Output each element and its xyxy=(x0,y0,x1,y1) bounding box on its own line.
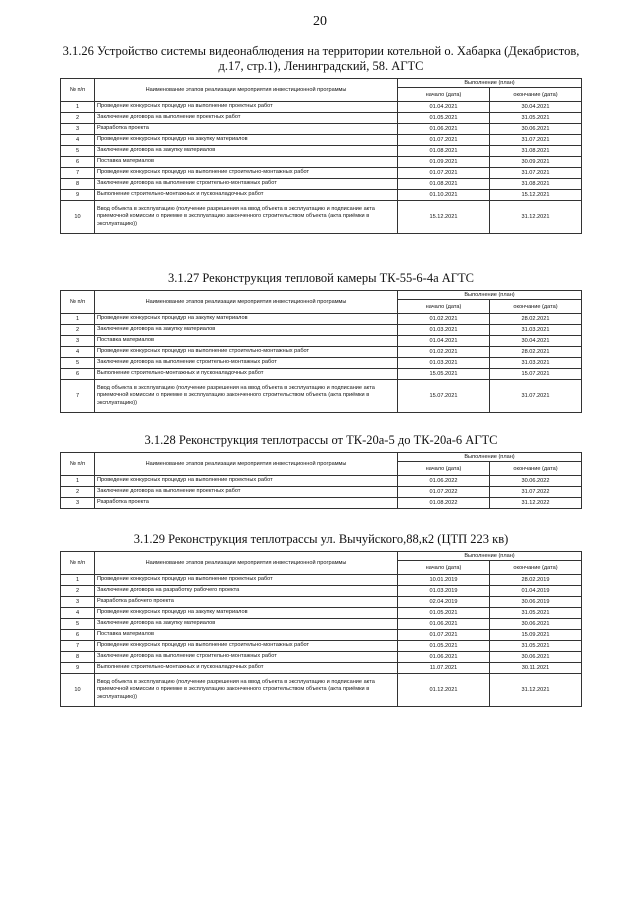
start-date: 11.07.2021 xyxy=(398,663,490,674)
row-number: 3 xyxy=(61,336,95,347)
end-date: 31.12.2021 xyxy=(490,201,582,234)
end-date: 30.09.2021 xyxy=(490,157,582,168)
stage-name: Проведение конкурсных процедур на выполнение проектных работ xyxy=(95,476,398,487)
stage-name: Заключение договора на выполнение строительно-монтажных работ xyxy=(95,358,398,369)
row-number: 2 xyxy=(61,113,95,124)
header-end: окончание (дата) xyxy=(490,300,582,314)
table-row xyxy=(61,369,582,380)
section-3-1-28 xyxy=(60,433,582,509)
stage-name: Выполнение строительно-монтажных и пусконаладочных работ xyxy=(95,369,398,380)
table-row xyxy=(61,630,582,641)
end-date: 15.09.2021 xyxy=(490,630,582,641)
stage-name: Разработка рабочего проекта xyxy=(95,597,398,608)
row-number: 5 xyxy=(61,619,95,630)
row-number: 7 xyxy=(61,380,95,413)
stage-name: Проведение конкурсных процедур на закупку материалов xyxy=(95,314,398,325)
start-date: 01.09.2021 xyxy=(398,157,490,168)
header-stages: Наименование этапов реализации мероприятия инвестиционной программы xyxy=(95,79,398,102)
start-date: 01.12.2021 xyxy=(398,674,490,707)
end-date: 15.07.2021 xyxy=(490,369,582,380)
end-date: 30.06.2021 xyxy=(490,652,582,663)
header-end: окончание (дата) xyxy=(490,561,582,575)
table-row xyxy=(61,358,582,369)
table-row xyxy=(61,498,582,509)
row-number: 7 xyxy=(61,168,95,179)
header-num: № п/п xyxy=(61,552,95,575)
section-title: 3.1.27 Реконструкция тепловой камеры ТК-55-6-4а АГТС xyxy=(167,271,474,285)
row-number: 2 xyxy=(61,586,95,597)
end-date: 31.12.2022 xyxy=(490,498,582,509)
table-row xyxy=(61,336,582,347)
end-date: 30.06.2022 xyxy=(490,476,582,487)
start-date: 01.06.2021 xyxy=(398,652,490,663)
row-number: 8 xyxy=(61,652,95,663)
section-3-1-29 xyxy=(60,532,582,707)
stage-name: Заключение договора на закупку материалов xyxy=(95,619,398,630)
start-date: 01.05.2021 xyxy=(398,608,490,619)
header-execution: Выполнение (план) xyxy=(398,291,582,300)
stage-name: Разработка проекта xyxy=(95,498,398,509)
row-number: 5 xyxy=(61,146,95,157)
table-row xyxy=(61,201,582,234)
stage-name: Ввод объекта в эксплуатацию (получение разрешения на ввод объекта в эксплуатацию и подписание акта приемочной комиссии о приемке в эксплуатацию законченного строительством объекта (акта приёмки в эксплуатацию)) xyxy=(95,201,398,234)
start-date: 01.05.2021 xyxy=(398,113,490,124)
start-date: 01.07.2022 xyxy=(398,487,490,498)
start-date: 01.06.2021 xyxy=(398,619,490,630)
end-date: 31.07.2021 xyxy=(490,168,582,179)
table-row xyxy=(61,608,582,619)
table-row xyxy=(61,674,582,707)
end-date: 31.03.2021 xyxy=(490,358,582,369)
table-row xyxy=(61,190,582,201)
stage-name: Заключение договора на закупку материалов xyxy=(95,146,398,157)
row-number: 6 xyxy=(61,157,95,168)
row-number: 1 xyxy=(61,476,95,487)
header-row xyxy=(61,291,582,300)
row-number: 10 xyxy=(61,201,95,234)
schedule-table xyxy=(60,78,582,234)
end-date: 01.04.2019 xyxy=(490,586,582,597)
stage-name: Выполнение строительно-монтажных и пусконаладочных работ xyxy=(95,663,398,674)
end-date: 28.02.2021 xyxy=(490,314,582,325)
header-stages: Наименование этапов реализации мероприятия инвестиционной программы xyxy=(95,453,398,476)
stage-name: Проведение конкурсных процедур на закупку материалов xyxy=(95,608,398,619)
row-number: 4 xyxy=(61,135,95,146)
header-start: начало (дата) xyxy=(398,462,490,476)
row-number: 2 xyxy=(61,487,95,498)
start-date: 15.07.2021 xyxy=(398,380,490,413)
page-number: 20 xyxy=(313,14,327,29)
end-date: 31.07.2021 xyxy=(490,135,582,146)
start-date: 10.01.2019 xyxy=(398,575,490,586)
stage-name: Проведение конкурсных процедур на выполнение проектных работ xyxy=(95,575,398,586)
row-number: 1 xyxy=(61,314,95,325)
end-date: 28.02.2021 xyxy=(490,347,582,358)
start-date: 01.07.2021 xyxy=(398,630,490,641)
header-execution: Выполнение (план) xyxy=(398,79,582,88)
stage-name: Заключение договора на разработку рабочего проекта xyxy=(95,586,398,597)
table-row xyxy=(61,113,582,124)
start-date: 01.03.2021 xyxy=(398,358,490,369)
stage-name: Выполнение строительно-монтажных и пусконаладочных работ xyxy=(95,190,398,201)
end-date: 31.03.2021 xyxy=(490,325,582,336)
table-row xyxy=(61,124,582,135)
table-row xyxy=(61,325,582,336)
end-date: 31.05.2021 xyxy=(490,641,582,652)
table-row xyxy=(61,575,582,586)
section-title: 3.1.28 Реконструкция теплотрассы от ТК-20а-5 до ТК-20а-6 АГТС xyxy=(144,433,498,447)
row-number: 10 xyxy=(61,674,95,707)
row-number: 3 xyxy=(61,124,95,135)
stage-name: Ввод объекта в эксплуатацию (получение разрешения на ввод объекта в эксплуатацию и подписание акта приемочной комиссии о приемке в эксплуатацию законченного строительством объекта (акта приёмки в эксплуатацию)) xyxy=(95,380,398,413)
start-date: 01.02.2021 xyxy=(398,347,490,358)
stage-name: Проведение конкурсных процедур на выполнение строительно-монтажных работ xyxy=(95,168,398,179)
table-row xyxy=(61,179,582,190)
table-row xyxy=(61,135,582,146)
end-date: 31.07.2022 xyxy=(490,487,582,498)
table-row xyxy=(61,314,582,325)
table-row xyxy=(61,652,582,663)
table-row xyxy=(61,146,582,157)
header-stages: Наименование этапов реализации мероприятия инвестиционной программы xyxy=(95,552,398,575)
header-end: окончание (дата) xyxy=(490,88,582,102)
table-row xyxy=(61,168,582,179)
end-date: 31.05.2021 xyxy=(490,113,582,124)
end-date: 31.08.2021 xyxy=(490,179,582,190)
stage-name: Поставка материалов xyxy=(95,336,398,347)
table-row xyxy=(61,663,582,674)
table-row xyxy=(61,487,582,498)
start-date: 01.06.2021 xyxy=(398,124,490,135)
start-date: 01.02.2021 xyxy=(398,314,490,325)
row-number: 2 xyxy=(61,325,95,336)
row-number: 3 xyxy=(61,498,95,509)
end-date: 30.04.2021 xyxy=(490,336,582,347)
schedule-table xyxy=(60,551,582,707)
section-title: 3.1.26 Устройство системы видеонаблюдения на территории котельной о. Хабарка (Декабристов, д.17, стр.1), Ленинградский, 58. АГТС xyxy=(62,44,580,73)
header-start: начало (дата) xyxy=(398,88,490,102)
header-start: начало (дата) xyxy=(398,561,490,575)
row-number: 1 xyxy=(61,102,95,113)
row-number: 6 xyxy=(61,369,95,380)
end-date: 30.04.2021 xyxy=(490,102,582,113)
row-number: 5 xyxy=(61,358,95,369)
row-number: 6 xyxy=(61,630,95,641)
start-date: 01.06.2022 xyxy=(398,476,490,487)
section-3-1-26 xyxy=(60,44,582,234)
row-number: 1 xyxy=(61,575,95,586)
start-date: 02.04.2019 xyxy=(398,597,490,608)
stage-name: Ввод объекта в эксплуатацию (получение разрешения на ввод объекта в эксплуатацию и подписание акта приемочной комиссии о приемке в эксплуатацию законченного строительством объекта (акта приёмки в эксплуатацию)) xyxy=(95,674,398,707)
header-end: окончание (дата) xyxy=(490,462,582,476)
start-date: 01.05.2021 xyxy=(398,641,490,652)
end-date: 28.02.2019 xyxy=(490,575,582,586)
start-date: 01.03.2019 xyxy=(398,586,490,597)
row-number: 9 xyxy=(61,190,95,201)
row-number: 8 xyxy=(61,179,95,190)
start-date: 01.04.2021 xyxy=(398,102,490,113)
start-date: 15.12.2021 xyxy=(398,201,490,234)
table-row xyxy=(61,380,582,413)
stage-name: Заключение договора на выполнение проектных работ xyxy=(95,487,398,498)
header-row xyxy=(61,552,582,561)
row-number: 9 xyxy=(61,663,95,674)
stage-name: Проведение конкурсных процедур на выполнение проектных работ xyxy=(95,102,398,113)
table-row xyxy=(61,102,582,113)
end-date: 31.05.2021 xyxy=(490,608,582,619)
table-row xyxy=(61,586,582,597)
header-num: № п/п xyxy=(61,291,95,314)
stage-name: Заключение договора на выполнение проектных работ xyxy=(95,113,398,124)
start-date: 15.05.2021 xyxy=(398,369,490,380)
header-num: № п/п xyxy=(61,453,95,476)
schedule-table xyxy=(60,452,582,509)
row-number: 3 xyxy=(61,597,95,608)
end-date: 30.06.2021 xyxy=(490,124,582,135)
header-execution: Выполнение (план) xyxy=(398,453,582,462)
table-row xyxy=(61,641,582,652)
header-num: № п/п xyxy=(61,79,95,102)
header-row xyxy=(61,79,582,88)
end-date: 30.11.2021 xyxy=(490,663,582,674)
stage-name: Заключение договора на выполнение строительно-монтажных работ xyxy=(95,652,398,663)
stage-name: Заключение договора на закупку материалов xyxy=(95,325,398,336)
start-date: 01.04.2021 xyxy=(398,336,490,347)
header-start: начало (дата) xyxy=(398,300,490,314)
start-date: 01.03.2021 xyxy=(398,325,490,336)
start-date: 01.08.2021 xyxy=(398,146,490,157)
start-date: 01.07.2021 xyxy=(398,168,490,179)
stage-name: Проведение конкурсных процедур на закупку материалов xyxy=(95,135,398,146)
end-date: 31.08.2021 xyxy=(490,146,582,157)
stage-name: Поставка материалов xyxy=(95,630,398,641)
table-row xyxy=(61,597,582,608)
start-date: 01.08.2022 xyxy=(398,498,490,509)
section-title: 3.1.29 Реконструкция теплотрассы ул. Вычуйского,88,к2 (ЦТП 223 кв) xyxy=(133,532,509,546)
header-execution: Выполнение (план) xyxy=(398,552,582,561)
start-date: 01.10.2021 xyxy=(398,190,490,201)
table-row xyxy=(61,347,582,358)
start-date: 01.08.2021 xyxy=(398,179,490,190)
start-date: 01.07.2021 xyxy=(398,135,490,146)
table-row xyxy=(61,157,582,168)
header-stages: Наименование этапов реализации мероприятия инвестиционной программы xyxy=(95,291,398,314)
table-row xyxy=(61,476,582,487)
end-date: 30.06.2021 xyxy=(490,619,582,630)
stage-name: Разработка проекта xyxy=(95,124,398,135)
end-date: 31.07.2021 xyxy=(490,380,582,413)
row-number: 4 xyxy=(61,608,95,619)
header-row xyxy=(61,453,582,462)
row-number: 7 xyxy=(61,641,95,652)
row-number: 4 xyxy=(61,347,95,358)
end-date: 31.12.2021 xyxy=(490,674,582,707)
table-row xyxy=(61,619,582,630)
section-3-1-27 xyxy=(60,271,582,413)
stage-name: Проведение конкурсных процедур на выполнение строительно-монтажных работ xyxy=(95,347,398,358)
stage-name: Поставка материалов xyxy=(95,157,398,168)
stage-name: Заключение договора на выполнение строительно-монтажных работ xyxy=(95,179,398,190)
end-date: 15.12.2021 xyxy=(490,190,582,201)
schedule-table xyxy=(60,290,582,413)
end-date: 30.06.2019 xyxy=(490,597,582,608)
stage-name: Проведение конкурсных процедур на выполнение строительно-монтажных работ xyxy=(95,641,398,652)
